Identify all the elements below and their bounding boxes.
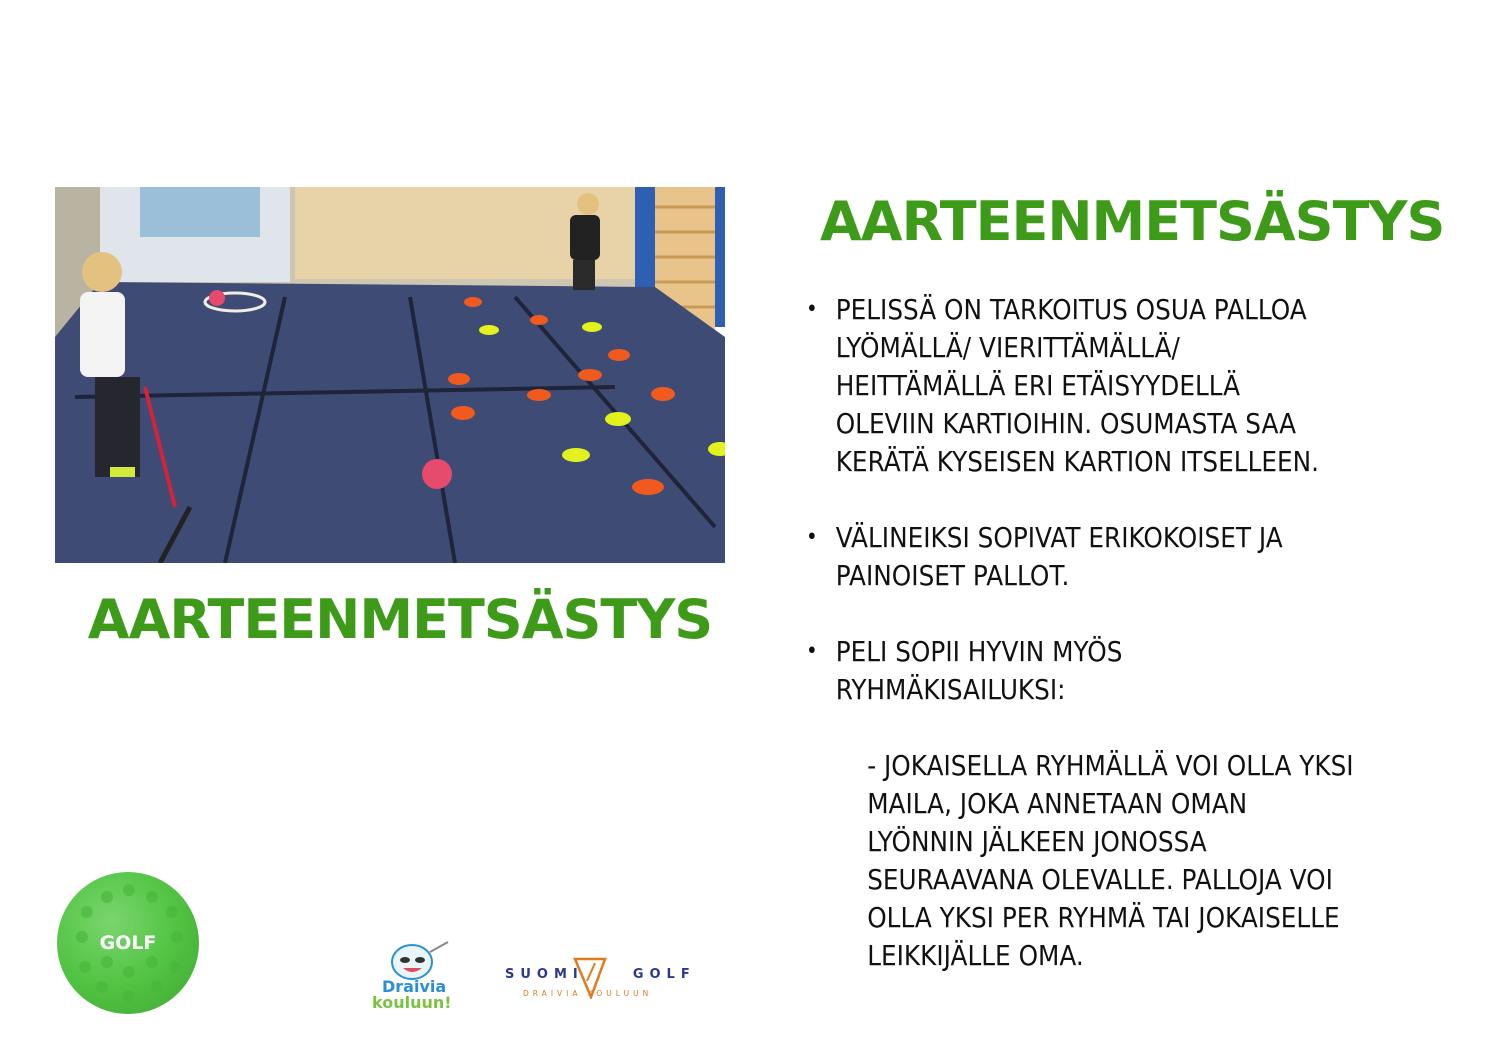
bullet-dot-icon: • (806, 525, 818, 550)
draivia-mascot-icon (370, 940, 475, 1010)
bullet-text (836, 633, 1394, 709)
bullet-item (806, 633, 1400, 709)
draivia-kouluun-logo (370, 940, 475, 1010)
bullet-dot-icon: • (806, 297, 818, 322)
suomi-golf-logo (505, 955, 696, 1003)
text-line: - JOKAISELLA RYHMÄLLÄ VOI OLLA YKSI (867, 750, 1354, 782)
suomi-golf-top-text: SUOMI GOLF (505, 967, 696, 982)
svg-text:kouluun!: kouluun! (372, 993, 452, 1010)
gym-golf-photo (55, 187, 725, 563)
text-line: PAINOISET PALLOT. (835, 560, 1070, 592)
golf-ball-badge (57, 872, 199, 1014)
text-line: HEITTÄMÄLLÄ ERI ETÄISYYDELLÄ (835, 370, 1241, 402)
text-line: VÄLINEIKSI SOPIVAT ERIKOKOISET JA (835, 522, 1283, 554)
left-title: AARTEENMETSÄSTYS (87, 588, 713, 651)
instructions-text (806, 291, 1400, 975)
svg-text:Draivia: Draivia (382, 977, 447, 996)
text-line: SEURAAVANA OLEVALLE. PALLOJA VOI (867, 864, 1333, 896)
activity-photo (55, 187, 725, 563)
text-line: PELI SOPII HYVIN MYÖS (835, 636, 1123, 668)
right-title: AARTEENMETSÄSTYS (820, 190, 1445, 253)
text-line: PELISSÄ ON TARKOITUS OSUA PALLOA (835, 294, 1307, 326)
text-line: RYHMÄKISAILUKSI: (835, 674, 1066, 706)
sub-paragraph (867, 747, 1443, 975)
bullet-text (836, 291, 1394, 481)
text-line: OLEVIIN KARTIOIHIN. OSUMASTA SAA (835, 408, 1297, 440)
text-line: LEIKKIJÄLLE OMA. (867, 940, 1084, 972)
bullet-item (806, 291, 1400, 481)
bullet-text (836, 519, 1394, 595)
text-line: LYÖMÄLLÄ/ VIERITTÄMÄLLÄ/ (835, 332, 1180, 364)
text-line: MAILA, JOKA ANNETAAN OMAN (867, 788, 1248, 820)
bullet-item (806, 519, 1400, 595)
suomi-golf-bottom-text: DRAIVIA KOULUUN (523, 989, 653, 998)
text-line: OLLA YKSI PER RYHMÄ TAI JOKAISELLE (867, 902, 1340, 934)
text-line: KERÄTÄ KYSEISEN KARTION ITSELLEEN. (835, 446, 1320, 478)
bullet-dot-icon: • (806, 639, 818, 664)
golf-label: GOLF (99, 932, 157, 954)
text-line: LYÖNNIN JÄLKEEN JONOSSA (867, 826, 1207, 858)
